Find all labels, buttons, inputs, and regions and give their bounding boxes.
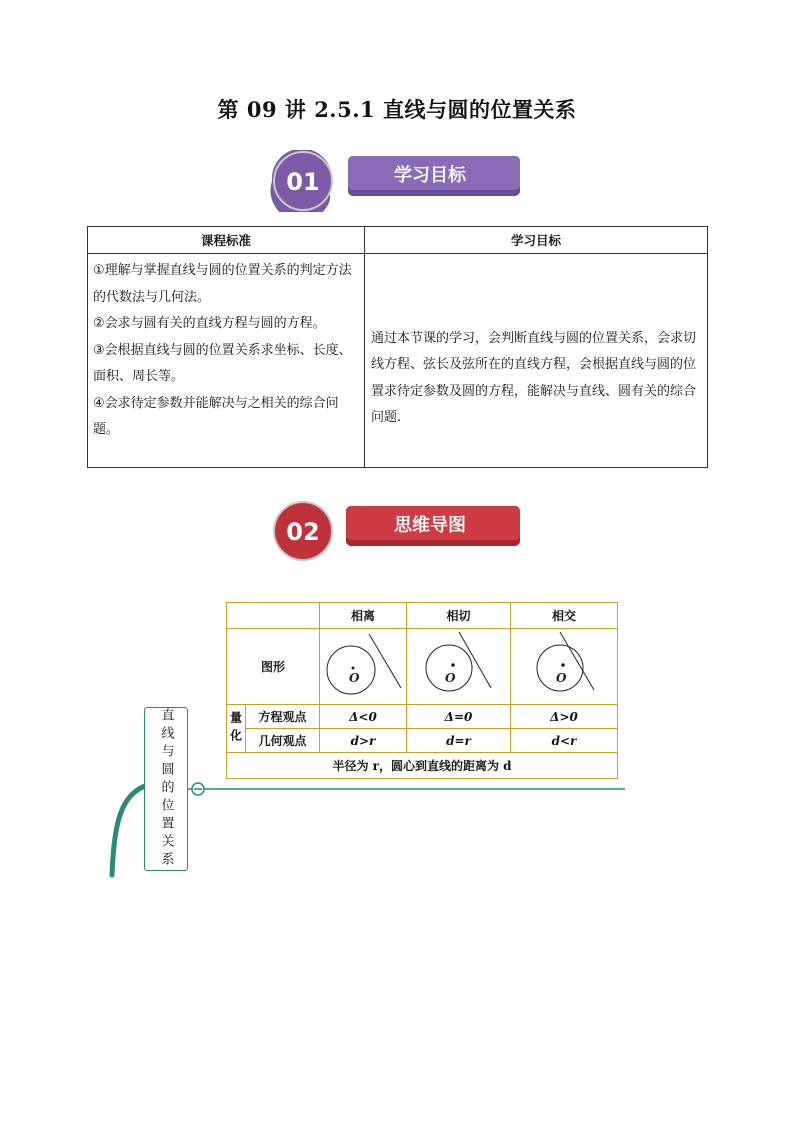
standard-item: ②会求与圆有关的直线方程与圆的方程。	[93, 316, 326, 331]
col-separate: 相离	[320, 603, 407, 629]
header-standards: 课程标准	[88, 227, 365, 254]
page-title: 第 09 讲 2.5.1 直线与圆的位置关系	[217, 97, 577, 122]
eq-tangent: Δ=0	[407, 705, 511, 729]
row-geometry-label: 几何观点	[246, 729, 320, 753]
section-number-01: 01	[286, 168, 320, 196]
row-equation-label: 方程观点	[246, 705, 320, 729]
section-label-01: 学习目标	[394, 165, 466, 186]
svg-text:O: O	[444, 671, 455, 685]
eq-separate: Δ<0	[320, 705, 407, 729]
figure-intersect	[511, 629, 618, 705]
topic-label: 直线与圆的位置关系	[158, 708, 174, 870]
section-badge-02	[268, 500, 528, 562]
section-badge-01	[268, 150, 528, 212]
learning-goals-table	[87, 226, 708, 468]
svg-text:O: O	[349, 671, 360, 685]
standards-cell	[88, 254, 365, 468]
geo-intersect: d<r	[511, 729, 618, 753]
quantify-label: 量化	[227, 705, 246, 753]
geo-tangent: d=r	[407, 729, 511, 753]
relation-table	[226, 602, 618, 779]
standard-item: ④会求待定参数并能解决与之相关的综合问题。	[93, 395, 339, 437]
section-number-02: 02	[286, 518, 320, 546]
mindmap-topic[interactable]	[144, 707, 188, 871]
section-label-02: 思维导图	[394, 515, 466, 536]
standard-item: ③会根据直线与圆的位置关系求坐标、长度、面积、周长等。	[93, 342, 352, 384]
svg-text:O: O	[556, 671, 567, 685]
header-objectives: 学习目标	[365, 227, 708, 254]
eq-intersect: Δ>0	[511, 705, 618, 729]
geo-separate: d>r	[320, 729, 407, 753]
col-intersect: 相交	[511, 603, 618, 629]
relation-note: 半径为 r，圆心到直线的距离为 d	[227, 753, 618, 779]
figure-separate	[320, 629, 407, 705]
standard-item: ①理解与掌握直线与圆的位置关系的判定方法的代数法与几何法。	[93, 263, 352, 305]
figure-tangent	[407, 629, 511, 705]
figure-label: 图形	[227, 629, 320, 705]
col-tangent: 相切	[407, 603, 511, 629]
objective-cell: 通过本节课的学习，会判断直线与圆的位置关系，会求切线方程、弦长及弦所在的直线方程，会根据直线与圆的位置求待定参数及圆的方程，能解决与直线、圆有关的综合问题.	[365, 254, 708, 468]
